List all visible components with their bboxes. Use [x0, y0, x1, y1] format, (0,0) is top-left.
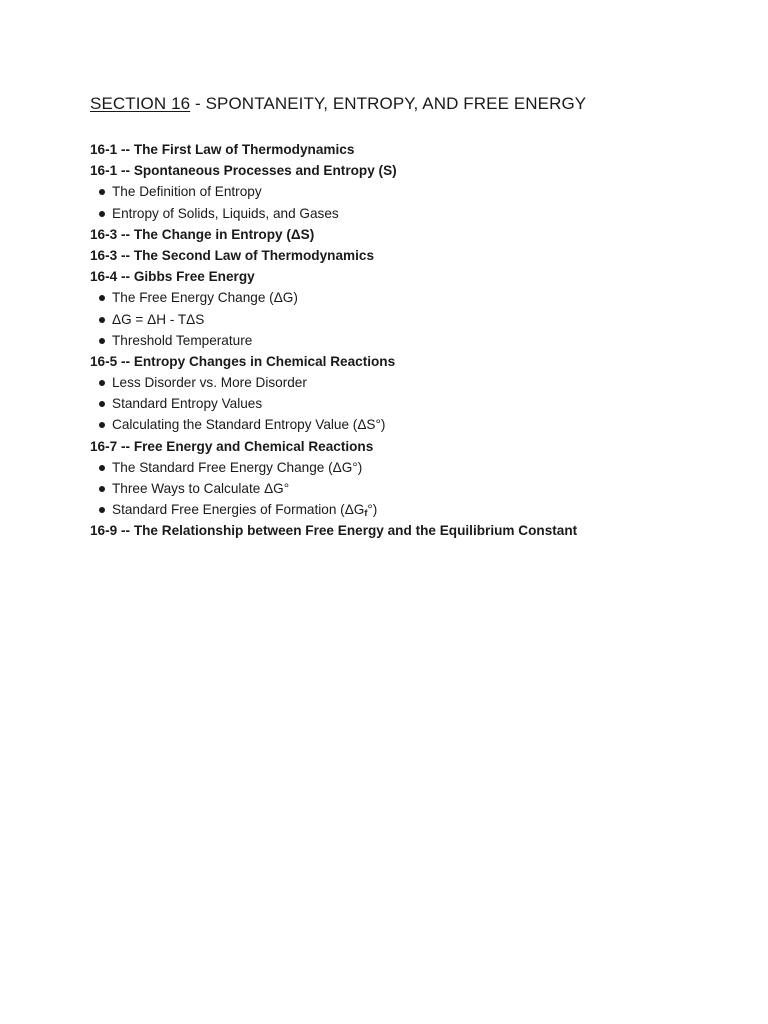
outline-text: Calculating the Standard Entropy Value (ΔS°)	[112, 417, 386, 433]
bullet-icon	[99, 401, 105, 407]
outline-text: 16-7 -- Free Energy and Chemical Reactions	[90, 438, 374, 454]
outline-text: 16-4 -- Gibbs Free Energy	[90, 269, 255, 285]
bullet-icon	[99, 486, 105, 492]
outline-heading	[90, 245, 730, 266]
bullet-icon	[99, 211, 105, 217]
outline-text: 16-9 -- The Relationship between Free Energy and the Equilibrium Constant	[90, 523, 578, 539]
outline-heading	[90, 436, 730, 457]
outline-text: Three Ways to Calculate ΔG°	[112, 481, 290, 496]
subscript-text: f	[364, 508, 368, 519]
outline-text: 16-3 -- The Second Law of Thermodynamics	[90, 247, 375, 263]
outline-bullet-item	[90, 309, 730, 330]
bullet-icon	[99, 380, 105, 386]
outline-bullet-item	[90, 414, 730, 435]
section-title	[90, 94, 586, 114]
outline-text: 16-1 -- The First Law of Thermodynamics	[90, 142, 355, 157]
outline-bullet-item	[90, 181, 730, 202]
outline-heading	[90, 351, 730, 372]
outline-bullet-item	[90, 499, 730, 520]
outline-text-suffix: °)	[367, 502, 378, 518]
outline-heading	[90, 520, 730, 541]
outline-heading	[90, 224, 730, 245]
section-number: SECTION 16	[90, 94, 191, 113]
outline-text: The Definition of Entropy	[112, 184, 262, 200]
bullet-icon	[99, 507, 105, 513]
section-name: - SPONTANEITY, ENTROPY, AND FREE ENERGY	[190, 94, 587, 113]
outline-text: The Standard Free Energy Change (ΔG°)	[112, 459, 363, 475]
outline-text: ΔG = ΔH - TΔS	[112, 311, 205, 327]
outline-bullet-item	[90, 287, 730, 308]
bullet-icon	[99, 422, 105, 428]
outline-text: Threshold Temperature	[112, 332, 253, 348]
bullet-icon	[99, 338, 105, 344]
outline-text: 16-5 -- Entropy Changes in Chemical Reactions	[90, 353, 396, 369]
bullet-icon	[99, 295, 105, 301]
topic-outline	[90, 139, 730, 542]
bullet-icon	[99, 189, 105, 195]
outline-text: 16-1 -- Spontaneous Processes and Entropy (S)	[90, 163, 397, 179]
outline-text: Less Disorder vs. More Disorder	[112, 375, 307, 391]
outline-bullet-item	[90, 478, 730, 499]
bullet-icon	[99, 465, 105, 471]
outline-bullet-item	[90, 330, 730, 351]
bullet-icon	[99, 317, 105, 323]
outline-bullet-item	[90, 457, 730, 478]
outline-heading	[90, 266, 730, 287]
outline-text: Standard Free Energies of Formation (ΔG	[112, 502, 365, 518]
outline-bullet-item	[90, 372, 730, 393]
outline-text: The Free Energy Change (ΔG)	[112, 290, 298, 306]
outline-bullet-item	[90, 393, 730, 414]
outline-text: Standard Entropy Values	[112, 396, 263, 412]
outline-text: 16-3 -- The Change in Entropy (ΔS)	[90, 226, 315, 242]
outline-text: Entropy of Solids, Liquids, and Gases	[112, 205, 339, 221]
outline-heading	[90, 160, 730, 181]
outline-bullet-item	[90, 203, 730, 224]
outline-heading	[90, 139, 730, 160]
